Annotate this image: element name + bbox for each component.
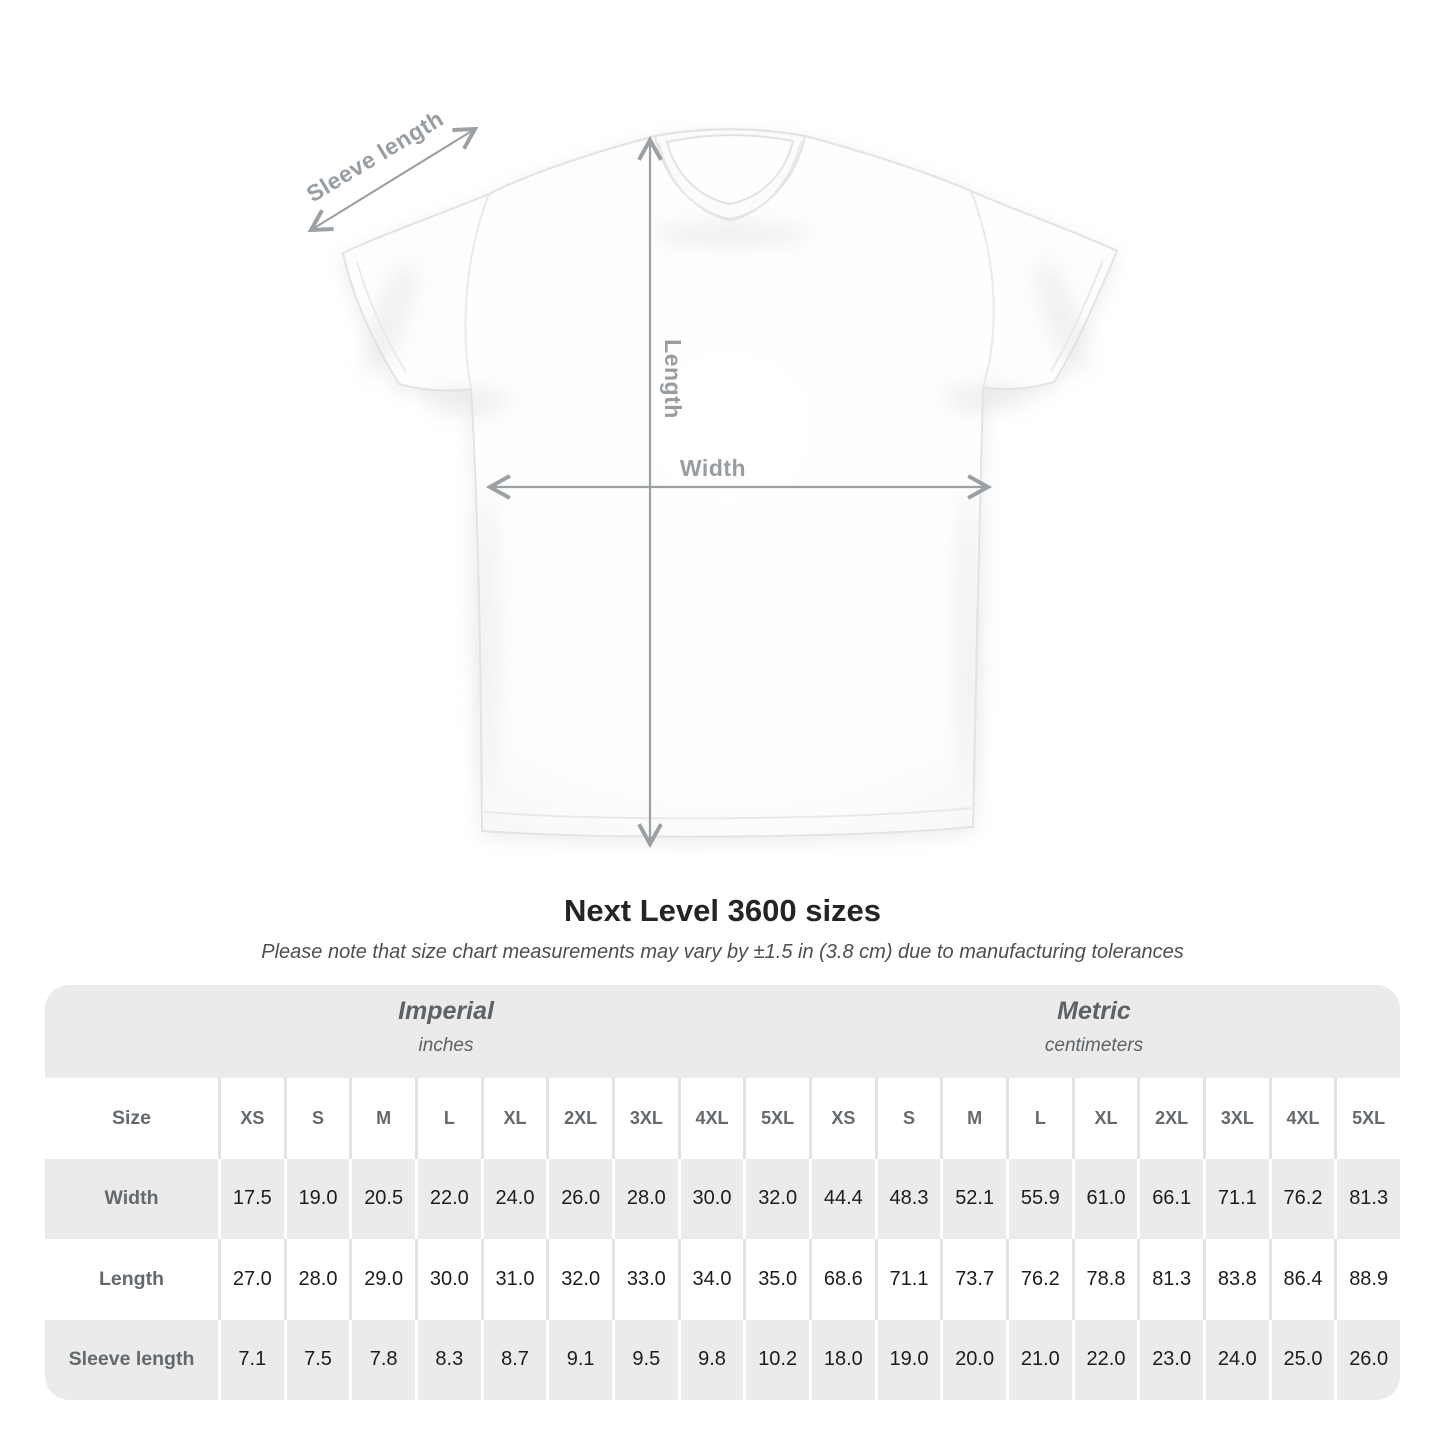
value-cell: 22.0 bbox=[1072, 1320, 1138, 1401]
length-label: Length bbox=[659, 339, 686, 419]
size-column-header: XL bbox=[481, 1078, 547, 1159]
size-column-header: 3XL bbox=[612, 1078, 678, 1159]
value-cell: 88.9 bbox=[1334, 1239, 1400, 1320]
length-row-label: Length bbox=[99, 1267, 164, 1290]
value-cell: 18.0 bbox=[809, 1320, 875, 1401]
value-cell: 9.1 bbox=[546, 1320, 612, 1401]
value-cell: 23.0 bbox=[1137, 1320, 1203, 1401]
value-cell: 32.0 bbox=[743, 1159, 809, 1240]
size-column-header: XL bbox=[1072, 1078, 1138, 1159]
value-cell: 68.6 bbox=[809, 1239, 875, 1320]
value-cell: 48.3 bbox=[875, 1159, 941, 1240]
sleeve-length-label: Sleeve length bbox=[301, 105, 448, 208]
size-column-header: L bbox=[1006, 1078, 1072, 1159]
tolerance-note: Please note that size chart measurements may vary by ±1.5 in (3.8 cm) due to manufacturing tolerances bbox=[261, 941, 1184, 963]
metric-label: Metric bbox=[1057, 997, 1131, 1025]
value-cell: 28.0 bbox=[284, 1239, 350, 1320]
value-cell: 20.0 bbox=[940, 1320, 1006, 1401]
size-column-header: S bbox=[875, 1078, 941, 1159]
value-cell: 29.0 bbox=[349, 1239, 415, 1320]
size-column-header: M bbox=[940, 1078, 1006, 1159]
value-cell: 22.0 bbox=[415, 1159, 481, 1240]
size-column-header: 4XL bbox=[678, 1078, 744, 1159]
value-cell: 83.8 bbox=[1203, 1239, 1269, 1320]
page-title: Next Level 3600 sizes bbox=[563, 893, 882, 928]
size-column-header: 2XL bbox=[1137, 1078, 1203, 1159]
value-cell: 25.0 bbox=[1269, 1320, 1335, 1401]
width-row-label: Width bbox=[104, 1187, 159, 1210]
value-cell: 7.1 bbox=[218, 1320, 284, 1401]
value-cell: 24.0 bbox=[481, 1159, 547, 1240]
value-cell: 31.0 bbox=[481, 1239, 547, 1320]
value-cell: 26.0 bbox=[546, 1159, 612, 1240]
value-cell: 30.0 bbox=[415, 1239, 481, 1320]
metric-unit: centimeters bbox=[1044, 1035, 1144, 1056]
value-cell: 10.2 bbox=[743, 1320, 809, 1401]
value-cell: 30.0 bbox=[678, 1159, 744, 1240]
value-cell: 78.8 bbox=[1072, 1239, 1138, 1320]
size-column-header: 3XL bbox=[1203, 1078, 1269, 1159]
size-corner-label: Size bbox=[111, 1106, 152, 1129]
imperial-section-header bbox=[398, 997, 494, 1057]
value-cell: 27.0 bbox=[218, 1239, 284, 1320]
value-cell: 9.8 bbox=[678, 1320, 744, 1401]
value-cell: 76.2 bbox=[1269, 1159, 1335, 1240]
size-column-header: 4XL bbox=[1269, 1078, 1335, 1159]
size-column-header: 2XL bbox=[546, 1078, 612, 1159]
value-cell: 66.1 bbox=[1137, 1159, 1203, 1240]
value-cell: 21.0 bbox=[1006, 1320, 1072, 1401]
sleeve-length-row-label: Sleeve length bbox=[68, 1348, 195, 1371]
value-cell: 55.9 bbox=[1006, 1159, 1072, 1240]
size-column-header: XS bbox=[809, 1078, 875, 1159]
value-cell: 76.2 bbox=[1006, 1239, 1072, 1320]
value-cell: 52.1 bbox=[940, 1159, 1006, 1240]
size-column-header: L bbox=[415, 1078, 481, 1159]
size-column-header: 5XL bbox=[1334, 1078, 1400, 1159]
value-cell: 20.5 bbox=[349, 1159, 415, 1240]
value-cell: 81.3 bbox=[1334, 1159, 1400, 1240]
value-cell: 71.1 bbox=[1203, 1159, 1269, 1240]
value-cell: 33.0 bbox=[612, 1239, 678, 1320]
value-cell: 9.5 bbox=[612, 1320, 678, 1401]
value-cell: 44.4 bbox=[809, 1159, 875, 1240]
value-cell: 8.7 bbox=[481, 1320, 547, 1401]
value-cell: 71.1 bbox=[875, 1239, 941, 1320]
unit-header-band bbox=[45, 985, 1400, 1078]
value-cell: 86.4 bbox=[1269, 1239, 1335, 1320]
imperial-label: Imperial bbox=[398, 997, 494, 1025]
sleeve-length-row bbox=[45, 1320, 1400, 1401]
tshirt-body bbox=[343, 129, 1117, 836]
value-cell: 17.5 bbox=[218, 1159, 284, 1240]
value-cell: 61.0 bbox=[1072, 1159, 1138, 1240]
size-column-header: S bbox=[284, 1078, 350, 1159]
size-chart-table bbox=[45, 985, 1400, 1400]
width-row bbox=[45, 1159, 1400, 1240]
value-cell: 19.0 bbox=[875, 1320, 941, 1401]
metric-section-header bbox=[1045, 997, 1143, 1057]
length-row bbox=[45, 1239, 1400, 1320]
value-cell: 7.8 bbox=[349, 1320, 415, 1401]
value-cell: 73.7 bbox=[940, 1239, 1006, 1320]
value-cell: 19.0 bbox=[284, 1159, 350, 1240]
value-cell: 81.3 bbox=[1137, 1239, 1203, 1320]
value-cell: 24.0 bbox=[1203, 1320, 1269, 1401]
width-label: Width bbox=[679, 455, 747, 481]
size-column-header: 5XL bbox=[743, 1078, 809, 1159]
size-column-header: XS bbox=[218, 1078, 284, 1159]
value-cell: 34.0 bbox=[678, 1239, 744, 1320]
size-header-row bbox=[45, 1078, 1400, 1159]
value-cell: 28.0 bbox=[612, 1159, 678, 1240]
value-cell: 32.0 bbox=[546, 1239, 612, 1320]
value-cell: 7.5 bbox=[284, 1320, 350, 1401]
size-column-header: M bbox=[349, 1078, 415, 1159]
imperial-unit: inches bbox=[418, 1035, 474, 1056]
value-cell: 8.3 bbox=[415, 1320, 481, 1401]
value-cell: 35.0 bbox=[743, 1239, 809, 1320]
value-cell: 26.0 bbox=[1334, 1320, 1400, 1401]
